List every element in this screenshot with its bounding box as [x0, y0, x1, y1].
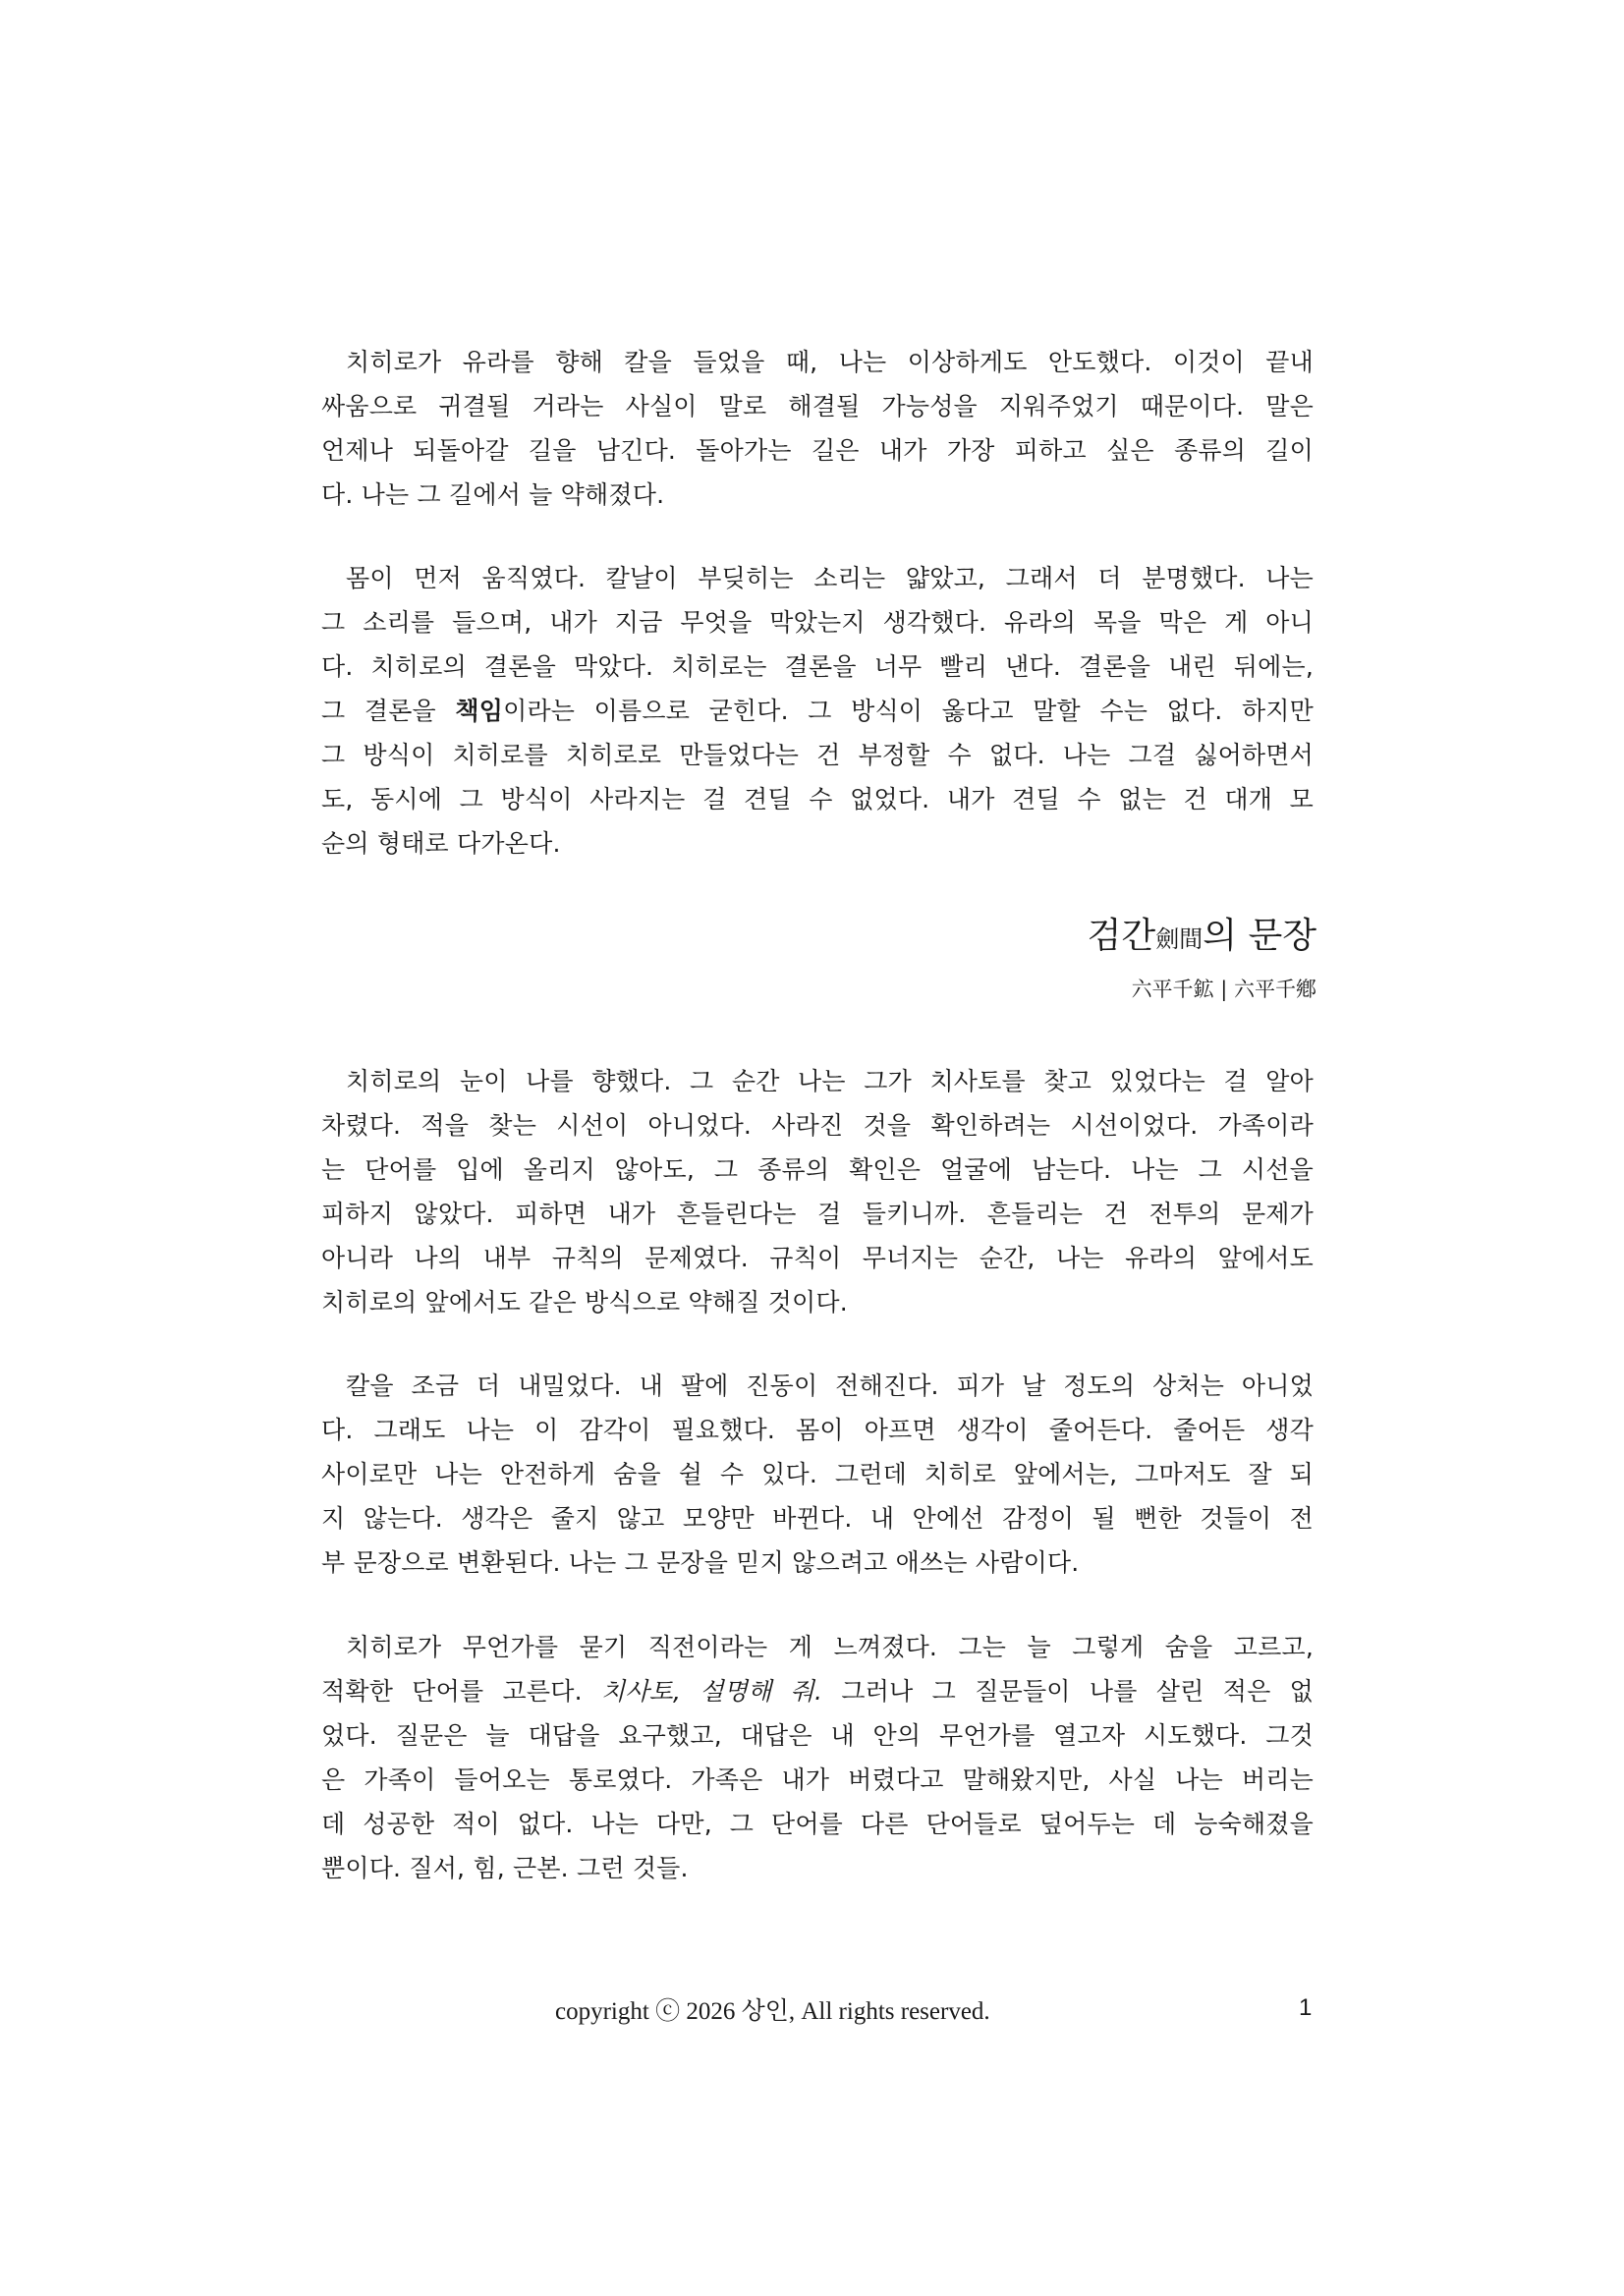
text-segment: 그러나 그 질문들이 나를 살린 적은 없: [822, 1677, 1314, 1706]
text-line: [321, 1758, 1314, 1802]
text-line: [321, 1103, 1314, 1148]
text-line: [321, 689, 1314, 733]
text-line: [321, 1280, 1314, 1324]
paragraph-3: [321, 1059, 1314, 1324]
text-line: [321, 1452, 1314, 1496]
text-segment: 도, 동시에 그 방식이 사라지는 걸 견딜 수 없었다. 내가 견딜 수 없는 건 대개 모: [321, 785, 1314, 813]
page-footer: [0, 1994, 1624, 2030]
text-line: [321, 1846, 1314, 1890]
text-line: [321, 600, 1314, 644]
text-line: [321, 777, 1314, 821]
paragraph-2: [321, 556, 1314, 866]
text-segment: 뿐이다. 질서, 힘, 근본. 그런 것들.: [321, 1854, 689, 1882]
text-segment: 은 가족이 들어오는 통로였다. 가족은 내가 버렸다고 말해왔지만, 사실 나는 버리는: [321, 1765, 1314, 1794]
section-title-rest: 의 문장: [1203, 916, 1316, 956]
text-line: [321, 821, 1314, 866]
text-segment: 데 성공한 적이 없다. 나는 다만, 그 단어를 다른 단어들로 덮어두는 데 능숙해졌을: [321, 1810, 1314, 1838]
text-line: [321, 428, 1314, 473]
section-title-main: 검간: [1087, 916, 1156, 956]
emphasis-italic: 치사토, 설명해 줘.: [600, 1677, 823, 1706]
text-segment: 이라는 이름으로 굳힌다. 그 방식이 옳다고 말할 수는 없다. 하지만: [503, 697, 1314, 725]
text-line: [321, 1192, 1314, 1236]
text-line: [321, 1408, 1314, 1452]
text-segment: 칼을 조금 더 내밀었다. 내 팔에 진동이 전해진다. 피가 날 정도의 상처는 아니었: [346, 1372, 1314, 1400]
text-segment: 부 문장으로 변환된다. 나는 그 문장을 믿지 않으려고 애쓰는 사람이다.: [321, 1548, 1080, 1577]
text-segment: 치히로가 유라를 향해 칼을 들었을 때, 나는 이상하게도 안도했다. 이것이 끝내: [346, 348, 1314, 376]
text-line: [321, 644, 1314, 689]
text-line: [321, 1059, 1314, 1103]
text-segment: 지 않는다. 생각은 줄지 않고 모양만 바뀐다. 내 안에선 감정이 될 뻔한 것들이 전: [321, 1504, 1314, 1533]
section-title: [884, 912, 1316, 961]
text-line: [321, 473, 1314, 517]
copyright-notice: copyright ⓒ 2026 상인, All rights reserved.: [555, 1998, 990, 2025]
text-segment: 사이로만 나는 안전하게 숨을 쉴 수 있다. 그런데 치히로 앞에서는, 그마저도 잘 되: [321, 1460, 1314, 1488]
paragraph-1: [321, 340, 1314, 517]
text-segment: 다. 치히로의 결론을 막았다. 치히로는 결론을 너무 빨리 낸다. 결론을 내린 뒤에는,: [321, 652, 1314, 681]
text-segment: 싸움으로 귀결될 거라는 사실이 말로 해결될 가능성을 지워주었기 때문이다. 말은: [321, 392, 1314, 420]
text-segment: 다. 나는 그 길에서 늘 약해졌다.: [321, 480, 665, 509]
text-segment: 다. 그래도 나는 이 감각이 필요했다. 몸이 아프면 생각이 줄어든다. 줄어든 생각: [321, 1416, 1314, 1444]
text-line: [321, 1669, 1314, 1713]
text-segment: 그 방식이 치히로를 치히로로 만들었다는 건 부정할 수 없다. 나는 그걸 싫어하면서: [321, 741, 1314, 769]
text-segment: 치히로의 앞에서도 같은 방식으로 약해질 것이다.: [321, 1288, 848, 1316]
text-segment: 언제나 되돌아갈 길을 남긴다. 돌아가는 길은 내가 가장 피하고 싶은 종류의 길이: [321, 436, 1314, 465]
text-line: [321, 1625, 1314, 1669]
text-line: [321, 1802, 1314, 1846]
text-segment: 치히로의 눈이 나를 향했다. 그 순간 나는 그가 치사토를 찾고 있었다는 걸 알아: [346, 1067, 1314, 1095]
page-number: 1: [1299, 1994, 1313, 2021]
text-segment: 적확한 단어를 고른다.: [321, 1677, 601, 1706]
emphasis-bold: 책임: [455, 697, 504, 725]
paragraph-4: [321, 1364, 1314, 1585]
text-line: [321, 384, 1314, 428]
text-line: [321, 1496, 1314, 1540]
text-segment: 그 결론을: [321, 697, 456, 725]
text-segment: 었다. 질문은 늘 대답을 요구했고, 대답은 내 안의 무언가를 열고자 시도했다. 그것: [321, 1721, 1314, 1750]
section-subtitle: 六平千鉱 | 六平千鄕: [1131, 978, 1316, 1001]
text-line: [321, 1236, 1314, 1280]
text-segment: 피하지 않았다. 피하면 내가 흔들린다는 걸 들키니까. 흔들리는 건 전투의 문제가: [321, 1200, 1314, 1228]
text-segment: 아니라 나의 내부 규칙의 문제였다. 규칙이 무너지는 순간, 나는 유라의 앞에서도: [321, 1244, 1314, 1272]
text-segment: 몸이 먼저 움직였다. 칼날이 부딪히는 소리는 얇았고, 그래서 더 분명했다. 나는: [346, 564, 1314, 592]
paragraph-5: [321, 1625, 1314, 1890]
text-line: [321, 556, 1314, 600]
text-line: [321, 1713, 1314, 1758]
text-line: [321, 733, 1314, 777]
text-line: [321, 340, 1314, 384]
text-segment: 는 단어를 입에 올리지 않아도, 그 종류의 확인은 얼굴에 남는다. 나는 그 시선을: [321, 1155, 1314, 1184]
text-line: [321, 1148, 1314, 1192]
text-line: [321, 1540, 1314, 1585]
text-segment: 차렸다. 적을 찾는 시선이 아니었다. 사라진 것을 확인하려는 시선이었다. 가족이라: [321, 1111, 1314, 1140]
section-title-hanja: 劍間: [1155, 925, 1204, 953]
text-segment: 순의 형태로 다가온다.: [321, 829, 561, 858]
section-heading: [884, 912, 1316, 1004]
text-line: [321, 1364, 1314, 1408]
text-segment: 치히로가 무언가를 묻기 직전이라는 게 느껴졌다. 그는 늘 그렇게 숨을 고르고,: [346, 1633, 1314, 1661]
text-segment: 그 소리를 들으며, 내가 지금 무엇을 막았는지 생각했다. 유라의 목을 막은 게 아니: [321, 608, 1314, 637]
